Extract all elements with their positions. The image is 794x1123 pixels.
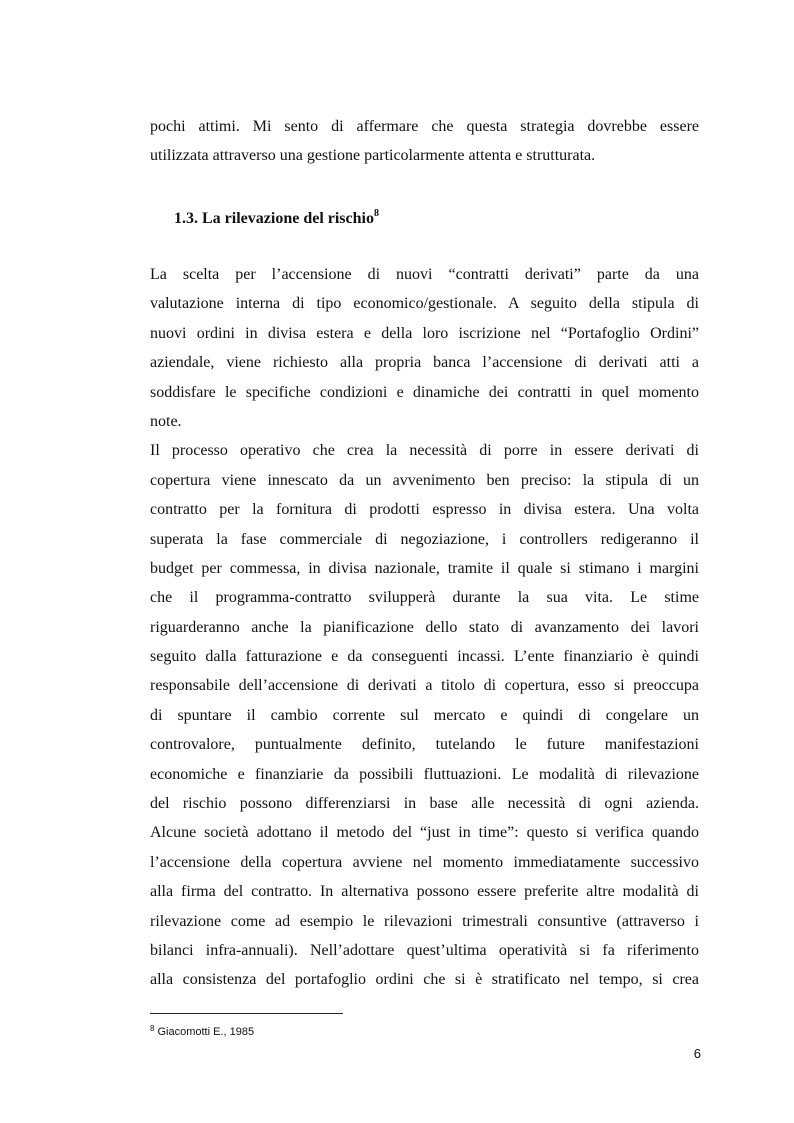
text-line: seguito dalla fatturazione e da conseguenti incassi. L’ente finanziario è quindi	[150, 648, 699, 666]
text-line: copertura viene innescato da un avvenimento ben preciso: la stipula di un	[150, 471, 699, 489]
text-line: utilizzata attraverso una gestione particolarmente attenta e strutturata.	[150, 147, 596, 165]
intro-paragraph	[150, 112, 699, 171]
text-line: pochi attimi. Mi sento di affermare che questa strategia dovrebbe essere	[150, 118, 699, 135]
text-line: del rischio possono differenziarsi in base alle necessità di ogni azienda.	[150, 795, 699, 813]
text-line: nuovi ordini in divisa estera e della loro iscrizione nel “Portafoglio Ordini”	[150, 324, 699, 342]
text-line: alla consistenza del portafoglio ordini che si è stratificato nel tempo, si crea	[150, 971, 699, 989]
text-line: controvalore, puntualmente definito, tutelando le future manifestazioni	[150, 736, 699, 754]
text-line: superata la fase commerciale di negoziazione, i controllers redigeranno il	[150, 530, 699, 548]
text-line: alla firma del contratto. In alternativa possono essere preferite altre modalità di	[150, 883, 699, 901]
text-line: contratto per la fornitura di prodotti espresso in divisa estera. Una volta	[150, 501, 699, 519]
footnote	[150, 1022, 254, 1039]
text-line: di spuntare il cambio corrente sul mercato e quindi di congelare un	[150, 706, 699, 724]
text-line: aziendale, viene richiesto alla propria banca l’accensione di derivati atti a	[150, 354, 699, 372]
text-line: economiche e finanziarie da possibili fluttuazioni. Le modalità di rilevazione	[150, 765, 699, 783]
text-line: riguarderanno anche la pianificazione dello stato di avanzamento dei lavori	[150, 618, 699, 636]
body-text	[150, 260, 699, 995]
text-line: Il processo operativo che crea la necessità di porre in essere derivati di	[150, 442, 699, 460]
text-line: soddisfare le specifiche condizioni e dinamiche dei contratti in quel momento	[150, 383, 699, 401]
text-line: l’accensione della copertura avviene nel momento immediatamente successivo	[150, 853, 699, 871]
text-line: Alcune società adottano il metodo del “just in time”: questo si verifica quando	[150, 824, 699, 842]
text-line: responsabile dell’accensione di derivati a titolo di copertura, esso si preoccupa	[150, 677, 699, 695]
page-number: 6	[693, 1046, 701, 1061]
text-line: budget per commessa, in divisa nazionale, tramite il quale si stimano i margini	[150, 559, 699, 577]
text-line: rilevazione come ad esempio le rilevazioni trimestrali consuntive (attraverso i	[150, 912, 699, 930]
text-line: valutazione interna di tipo economico/gestionale. A seguito della stipula di	[150, 295, 699, 313]
footnote-separator	[150, 1013, 343, 1014]
footnote-text: Giacomotti E., 1985	[157, 1026, 255, 1038]
text-line: note.	[150, 412, 182, 430]
footnote-reference[interactable]: 8	[373, 208, 379, 219]
section-heading-text: 1.3. La rilevazione del rischio	[174, 210, 374, 227]
text-line: che il programma-contratto svilupperà durante la sua vita. Le stime	[150, 589, 699, 607]
footnote-number: 8	[150, 1024, 155, 1033]
text-line: La scelta per l’accensione di nuovi “contratti derivati” parte da una	[150, 266, 699, 283]
text-line: bilanci infra-annuali). Nell’adottare quest’ultima operatività si fa riferimento	[150, 941, 699, 959]
section-heading	[174, 199, 379, 233]
